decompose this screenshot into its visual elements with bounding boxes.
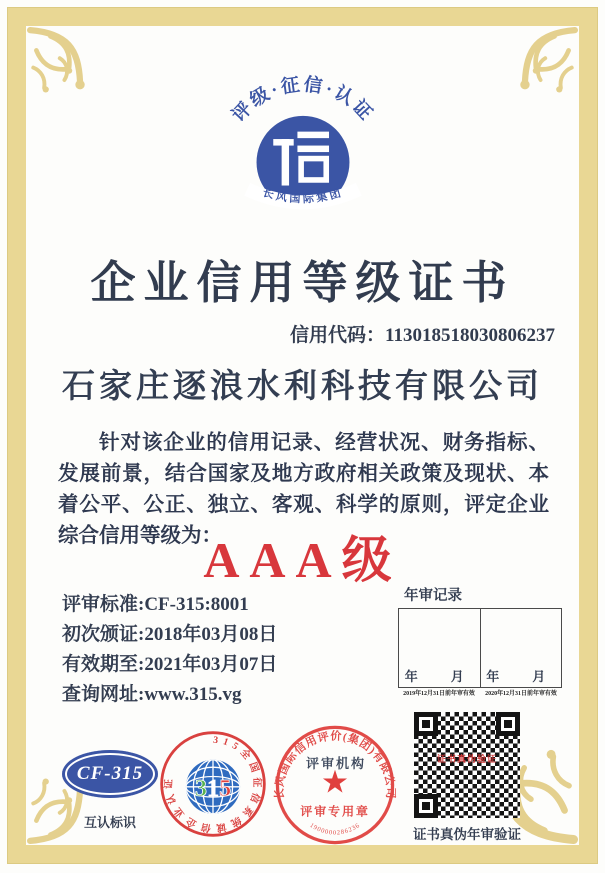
detail-label: 初次颁证:: [62, 624, 145, 645]
corner-flourish-icon: [27, 27, 105, 105]
detail-label: 评审标准:: [62, 594, 145, 615]
cf315-text: CF-315: [76, 763, 144, 784]
credit-code-label: 信用代码：: [290, 325, 386, 346]
emblem-arc-text: 评级·征信·认证: [227, 74, 378, 127]
credit-rating-emblem: [195, 74, 411, 232]
company-name: 石家庄逐浪水利科技有限公司: [62, 367, 543, 404]
detail-block: [62, 590, 277, 710]
stamp-serial: 1900000286236: [308, 821, 362, 837]
qr-overlay-text: 证书真伪验证: [436, 754, 497, 764]
star-icon: ★: [320, 764, 350, 800]
annual-review-section: [398, 584, 562, 697]
annual-review-title: 年审记录: [404, 588, 462, 604]
detail-value: 2018年03月08日: [144, 624, 278, 645]
annual-review-cell: [481, 609, 562, 687]
certificate-title: 企业信用等级证书: [90, 258, 515, 308]
detail-label: 有效期至:: [62, 654, 145, 675]
annual-review-cell: [399, 609, 481, 687]
globe-icon: [186, 760, 240, 814]
globe-certification-stamp: [157, 728, 269, 840]
stamp-inner-text: 评审专用章: [300, 804, 370, 819]
annual-review-box: [398, 608, 562, 688]
year-month-placeholder: 年 月: [404, 669, 474, 684]
year-month-placeholder: 年 月: [486, 669, 556, 684]
credit-code-line: [290, 320, 555, 347]
verification-qr-code: [414, 712, 520, 818]
annual-review-notes: [398, 688, 562, 697]
detail-label: 查询网址:: [62, 684, 145, 705]
detail-row-issued: [62, 620, 277, 650]
agency-label: 评审机构: [306, 756, 367, 771]
svg-text:1900000286236: [308, 822, 361, 837]
qr-finder-icon: [414, 712, 438, 736]
credit-code-value: 113018518030806237: [385, 325, 555, 346]
globe-arc-text: 315全国征信系统诚信企业认证: [163, 734, 263, 834]
detail-row-standard: [62, 590, 277, 620]
body-paragraph: 针对该企业的信用记录、经营状况、财务指标、发展前景，结合国家及地方政府相关政策及现状、本着公平、公正、独立、客观、科学的原则，评定企业综合信用等级为：: [58, 432, 549, 547]
cf315-ellipse: [62, 750, 158, 798]
qr-caption: 证书真伪年审验证: [413, 827, 521, 842]
corner-flourish-icon: [500, 27, 578, 105]
qr-finder-icon: [496, 712, 520, 736]
emblem-banner-text: 长风国际集团: [260, 186, 345, 206]
review-seal-stamp: [270, 720, 400, 850]
detail-value: CF-315:8001: [144, 594, 249, 615]
globe-digits: 315: [194, 775, 232, 803]
detail-row-valid-until: [62, 650, 277, 680]
cf315-caption: 互认标识: [83, 815, 136, 830]
annual-note: 2019年12月31日前年审有效: [403, 690, 475, 697]
rating-grade: AAA级: [203, 532, 402, 588]
detail-value: 2021年03月07日: [144, 654, 278, 675]
annual-note: 2020年12月31日前年审有效: [485, 690, 557, 697]
qr-finder-icon: [414, 794, 438, 818]
detail-value: www.315.vg: [144, 684, 242, 705]
stamp-arc-text: 长风国际信用评价(集团)有限公司: [273, 730, 397, 800]
detail-row-query-url: [62, 680, 277, 710]
cf315-logo: [62, 750, 158, 800]
